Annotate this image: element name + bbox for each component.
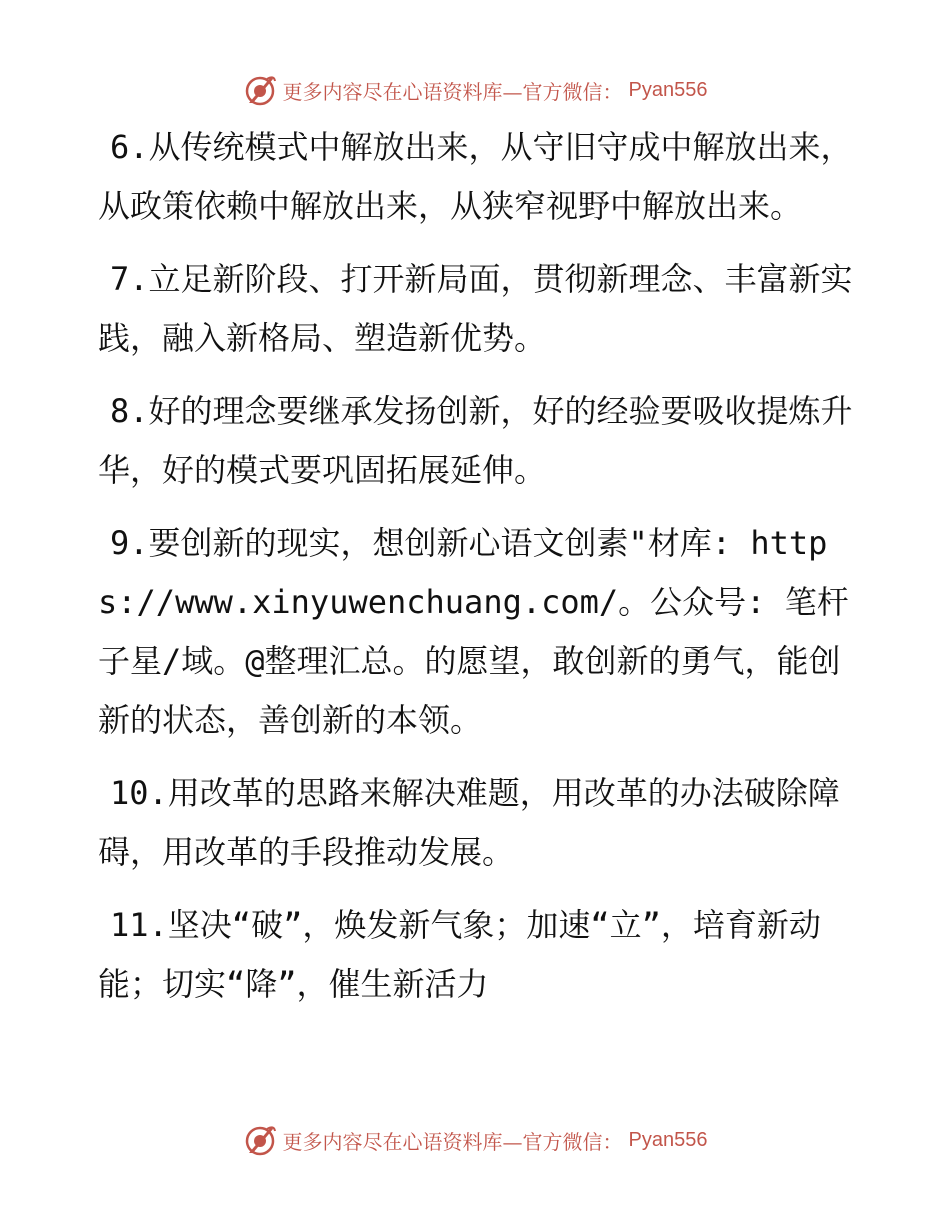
header-banner-text: 更多内容尽在心语资料库—官方微信： (282, 79, 623, 104)
paragraph-10: 10.用改革的思路来解决难题，用改革的办法破除障碍，用改革的手段推动发展。 (98, 774, 840, 871)
quill-seal-icon (243, 1123, 277, 1157)
quill-seal-icon (243, 73, 277, 107)
footer-banner-text: 更多内容尽在心语资料库—官方微信： (282, 1129, 623, 1154)
paragraph-6: 6.从传统模式中解放出来，从守旧守成中解放出来，从政策依赖中解放出来，从狭窄视野中解放出来。 (98, 128, 853, 225)
paragraph-8: 8.好的理念要继承发扬创新，好的经验要吸收提炼升华，好的模式要巩固拓展延伸。 (98, 392, 853, 489)
paragraph-7: 7.立足新阶段、打开新局面，贯彻新理念、丰富新实践，融入新格局、塑造新优势。 (98, 260, 853, 357)
header-banner (0, 70, 950, 110)
paragraph-9: 9.要创新的现实，想创新心语文创素"材库: https://www.xinyuwenchuang.com/。公众号: 笔杆子星/域。@整理汇总。的愿望，敢创新的勇气，能创新的状态，善创新的本领。 (98, 524, 849, 739)
footer-wechat-id: Pyan556 (628, 1128, 708, 1151)
document-body (98, 118, 858, 1028)
footer-banner (0, 1120, 950, 1160)
paragraph-11: 11.坚决“破”，焕发新气象；加速“立”，培育新动能；切实“降”，催生新活力 (98, 906, 821, 1003)
header-wechat-id: Pyan556 (628, 78, 708, 101)
